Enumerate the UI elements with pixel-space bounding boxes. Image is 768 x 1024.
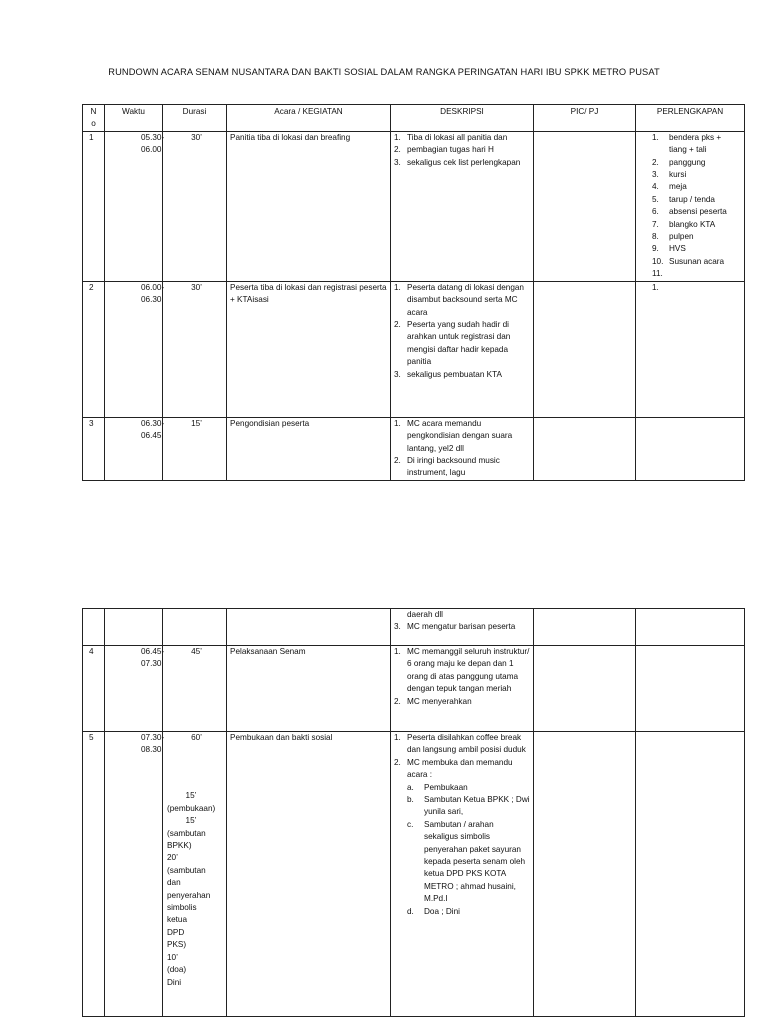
list-number: 1. <box>394 418 401 428</box>
list-item <box>394 282 530 319</box>
durasi-note: 15’ <box>185 816 197 826</box>
list-number: 2. <box>394 455 401 465</box>
row-pic <box>534 609 636 646</box>
row-no: 3 <box>83 417 105 480</box>
list-number: 3. <box>652 170 659 180</box>
list-number: 1. <box>652 282 659 292</box>
list-number: 1. <box>394 733 401 742</box>
list-number: 11. <box>652 269 663 279</box>
rundown-table-page1 <box>82 104 745 481</box>
row-pic <box>534 417 636 480</box>
list-item <box>652 169 741 181</box>
perlengkapan-list <box>652 282 741 294</box>
row-acara: Peserta tiba di lokasi dan registrasi peserta + KTAisasi <box>227 281 391 417</box>
durasi-note: (doa) <box>167 965 187 975</box>
list-number: 1. <box>652 132 659 142</box>
list-number: 2. <box>394 757 401 767</box>
table-row <box>83 646 745 732</box>
list-number: 1. <box>394 132 401 142</box>
deskripsi-list <box>394 282 530 381</box>
durasi-note: 20’ <box>167 853 178 863</box>
rundown-table-page2 <box>82 608 745 1017</box>
durasi-note: (sambutan BPKK) <box>167 828 206 851</box>
list-number: 6. <box>652 207 659 217</box>
row-perlengkapan <box>636 609 745 646</box>
header-waktu: Waktu <box>105 105 163 132</box>
row-durasi: 45’ <box>163 646 227 732</box>
list-text: sekaligus pembuatan KTA <box>407 369 502 379</box>
row-waktu: 05.30-06.00 <box>105 131 163 281</box>
list-number: a. <box>407 782 414 792</box>
table-row <box>83 417 745 480</box>
list-text: MC acara memandu pengkondisian dengan suara lantang, yel2 dll <box>407 418 513 453</box>
row-no: 4 <box>83 646 105 732</box>
list-item <box>407 906 530 918</box>
table-row <box>83 131 745 281</box>
list-text: MC membuka dan memandu acara : <box>407 757 513 780</box>
list-text: blangko KTA <box>669 219 716 229</box>
list-item <box>652 256 741 268</box>
header-durasi: Durasi <box>163 105 227 132</box>
row-no: 1 <box>83 131 105 281</box>
list-item <box>394 144 530 156</box>
list-item <box>652 282 741 294</box>
list-item <box>394 646 530 696</box>
header-deskripsi: DESKRIPSI <box>391 105 534 132</box>
row-acara: Pelaksanaan Senam <box>227 646 391 732</box>
row-deskripsi <box>391 609 534 646</box>
header-acara: Acara / KEGIATAN <box>227 105 391 132</box>
list-number: 4. <box>652 182 659 192</box>
list-number: 8. <box>652 232 659 242</box>
row-deskripsi <box>391 732 534 1017</box>
list-text <box>669 282 741 294</box>
list-number: b. <box>407 795 414 805</box>
row-no: 2 <box>83 281 105 417</box>
header-no-part: o <box>91 119 96 129</box>
durasi-notes <box>166 744 216 989</box>
list-item <box>652 194 741 206</box>
list-text: Tiba di lokasi all panitia dan <box>407 132 508 142</box>
row-durasi <box>163 609 227 646</box>
list-item <box>394 696 530 708</box>
perlengkapan-list <box>652 132 741 281</box>
table-header-row <box>83 105 745 132</box>
list-text: absensi peserta <box>669 207 727 217</box>
row-acara <box>227 609 391 646</box>
list-item <box>407 819 530 906</box>
list-text: sekaligus cek list perlengkapan <box>407 157 521 167</box>
list-number: 2. <box>394 696 401 706</box>
deskripsi-list <box>394 621 530 633</box>
list-item <box>652 132 741 157</box>
row-acara: Pembukaan dan bakti sosial <box>227 732 391 1017</box>
list-number: 2. <box>394 319 401 329</box>
list-text: tarup / tenda <box>669 194 715 204</box>
list-number: 7. <box>652 219 659 229</box>
list-text: Di iringi backsound music instrument, lagu <box>407 455 500 478</box>
header-no-part: N <box>90 107 97 116</box>
row-durasi <box>163 732 227 1017</box>
list-text: MC memanggil seluruh instruktur/ 6 orang maju ke depan dan 1 orang di atas panggung utama dengan tepuk tangan meriah <box>407 647 530 694</box>
list-number: 9. <box>652 244 659 254</box>
list-text: Doa ; Dini <box>424 906 460 916</box>
list-number: 2. <box>652 157 659 167</box>
header-pic: PIC/ PJ <box>534 105 636 132</box>
list-text: Peserta disilahkan coffee break dan langsung ambil posisi duduk <box>407 733 526 755</box>
table-row <box>83 609 745 646</box>
list-text: MC menyerahkan <box>407 696 472 706</box>
list-text: panggung <box>669 157 706 167</box>
row-durasi: 15’ <box>163 417 227 480</box>
row-waktu: 06.00-06.30 <box>105 281 163 417</box>
table-row <box>83 732 745 1017</box>
deskripsi-list <box>394 732 530 782</box>
list-number: 5. <box>652 194 659 204</box>
list-number: c. <box>407 819 414 829</box>
row-deskripsi <box>391 646 534 732</box>
durasi-note: (pembukaan) <box>167 803 216 813</box>
list-item <box>394 319 530 369</box>
row-perlengkapan <box>636 417 745 480</box>
list-item <box>652 206 741 218</box>
list-text: pembagian tugas hari H <box>407 145 494 155</box>
row-waktu: 06.45-07.30 <box>105 646 163 732</box>
row-waktu: 07.30-08.30 <box>105 732 163 1017</box>
list-text: Pembukaan <box>424 782 468 792</box>
list-text: meja <box>669 182 687 192</box>
deskripsi-list <box>394 418 530 480</box>
durasi-note: 15’ <box>185 791 197 801</box>
row-durasi: 30’ <box>163 281 227 417</box>
header-perlengkapan: PERLENGKAPAN <box>636 105 745 132</box>
durasi-total: 60’ <box>191 733 202 742</box>
list-text: Peserta yang sudah hadir di arahkan untuk registrasi dan mengisi daftar hadir kepada panitia <box>407 319 511 367</box>
list-number: d. <box>407 906 414 916</box>
list-text: bendera pks + tiang + tali <box>669 132 722 155</box>
list-number: 1. <box>394 282 401 292</box>
list-item <box>394 157 530 169</box>
row-waktu: 06.30-06.45 <box>105 417 163 480</box>
row-acara: Panitia tiba di lokasi dan breafing <box>227 131 391 281</box>
row-deskripsi <box>391 281 534 417</box>
list-text: MC mengatur barisan peserta <box>407 622 516 632</box>
list-number: 3. <box>394 369 401 379</box>
row-acara: Pengondisian peserta <box>227 417 391 480</box>
durasi-note: 10’ <box>167 952 178 962</box>
list-text <box>669 268 741 280</box>
row-deskripsi <box>391 131 534 281</box>
row-deskripsi <box>391 417 534 480</box>
durasi-note: Dini <box>167 977 182 987</box>
list-item <box>652 157 741 169</box>
list-number: 3. <box>394 157 401 167</box>
list-item <box>394 455 530 480</box>
list-text: Sambutan / arahan sekaligus simbolis penyerahan paket sayuran kepada peserta senam oleh ketua DPD PKS KOTA METRO ; ahmad husaini, M.Pd.I <box>424 819 526 904</box>
list-item <box>394 621 530 633</box>
list-item <box>407 782 530 794</box>
table-row <box>83 281 745 417</box>
deskripsi-list <box>394 646 530 708</box>
row-pic <box>534 131 636 281</box>
list-text: Susunan acara <box>669 256 725 266</box>
list-item <box>394 757 530 782</box>
list-text: Sambutan Ketua BPKK ; Dwi yunila sari, <box>424 795 530 817</box>
list-number: 1. <box>394 647 401 656</box>
deskripsi-list <box>394 132 530 169</box>
list-item <box>394 132 530 144</box>
list-number: 10. <box>652 256 664 266</box>
list-item <box>394 732 530 757</box>
list-text: pulpen <box>669 232 694 242</box>
list-number: 3. <box>394 622 401 632</box>
deskripsi-sublist <box>394 782 530 918</box>
list-item <box>407 794 530 819</box>
list-item <box>652 243 741 255</box>
row-no: 5 <box>83 732 105 1017</box>
durasi-note: (sambutan dan penyerahan simbolis ketua DPD PKS) <box>167 865 211 950</box>
list-item <box>652 219 741 231</box>
document-title: RUNDOWN ACARA SENAM NUSANTARA DAN BAKTI SOSIAL DALAM RANGKA PERINGATAN HARI IBU SPKK METRO PUSAT <box>108 67 660 77</box>
list-item <box>394 418 530 455</box>
list-number: 2. <box>394 145 401 155</box>
list-item <box>652 181 741 193</box>
row-perlengkapan <box>636 732 745 1017</box>
row-perlengkapan <box>636 131 745 281</box>
deskripsi-continued: daerah dll <box>407 610 443 619</box>
row-pic <box>534 646 636 732</box>
list-text: Peserta datang di lokasi dengan disambut backsound serta MC acara <box>407 282 524 317</box>
list-item <box>652 268 741 280</box>
row-perlengkapan <box>636 646 745 732</box>
list-item <box>652 231 741 243</box>
row-perlengkapan <box>636 281 745 417</box>
row-pic <box>534 732 636 1017</box>
row-pic <box>534 281 636 417</box>
list-text: kursi <box>669 170 687 180</box>
header-no <box>83 105 105 132</box>
row-no <box>83 609 105 646</box>
list-text: HVS <box>669 244 686 254</box>
row-durasi: 30’ <box>163 131 227 281</box>
list-item <box>394 369 530 381</box>
row-waktu <box>105 609 163 646</box>
